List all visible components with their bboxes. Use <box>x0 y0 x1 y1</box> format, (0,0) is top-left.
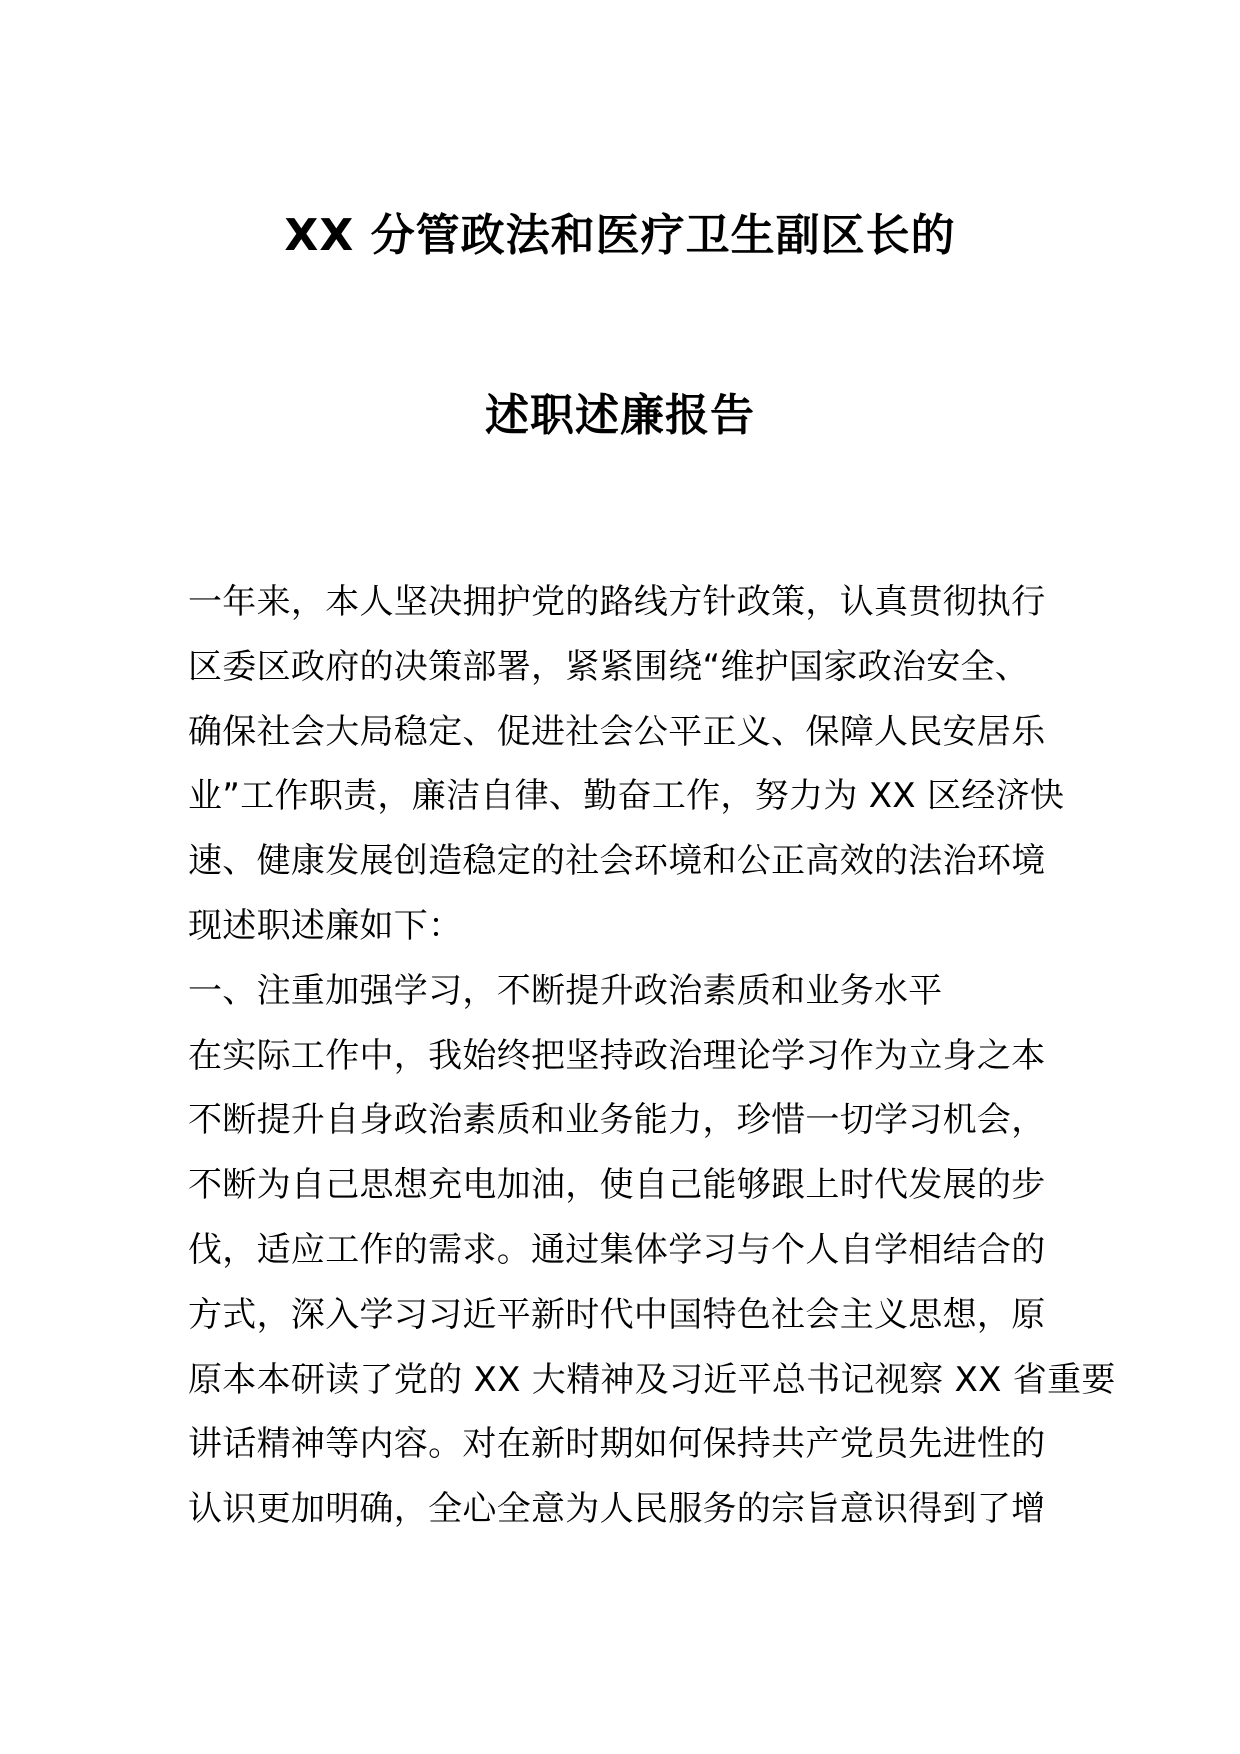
body-line: 速、健康发展创造稳定的社会环境和公正高效的法治环境 <box>188 841 1046 882</box>
document-title-line-1: XX 分管政法和医疗卫生副区长的 <box>284 210 956 261</box>
body-line: 讲话精神等内容。对在新时期如何保持共产党员先进性的 <box>188 1424 1046 1465</box>
document-body <box>188 570 1116 1542</box>
body-line: 一年来，本人坚决拥护党的路线方针政策，认真贯彻执行 <box>188 582 1046 622</box>
body-line: 业”工作职责，廉洁自律、勤奋工作，努力为 XX 区经济快 <box>188 776 1065 817</box>
body-line: 在实际工作中，我始终把坚持政治理论学习作为立身之本 <box>188 1035 1046 1076</box>
body-line: 认识更加明确，全心全意为人民服务的宗旨意识得到了增 <box>188 1489 1046 1530</box>
body-line: 伐，适应工作的需求。通过集体学习与个人自学相结合的 <box>188 1229 1046 1270</box>
body-line: 区委区政府的决策部署，紧紧围绕“维护国家政治安全、 <box>188 646 1030 687</box>
body-line: 原本本研读了党的 XX 大精神及习近平总书记视察 XX 省重要 <box>188 1359 1116 1400</box>
body-line: 确保社会大局稳定、促进社会公平正义、保障人民安居乐 <box>188 711 1046 752</box>
document-title-line-2: 述职述廉报告 <box>485 390 755 441</box>
body-line: 不断提升自身政治素质和业务能力，珍惜一切学习机会， <box>188 1100 1046 1141</box>
body-line: 方式，深入学习习近平新时代中国特色社会主义思想，原 <box>188 1294 1046 1335</box>
section-heading: 一、注重加强学习，不断提升政治素质和业务水平 <box>188 970 943 1011</box>
body-line: 现述职述廉如下： <box>188 905 463 946</box>
body-line: 不断为自己思想充电加油，使自己能够跟上时代发展的步 <box>188 1165 1046 1206</box>
